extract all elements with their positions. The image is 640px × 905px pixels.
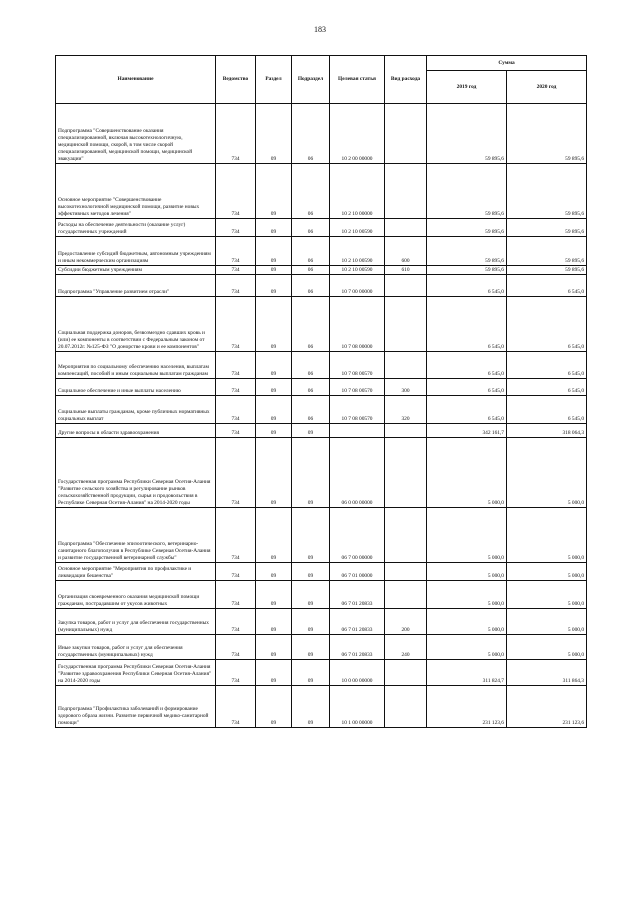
cell-sum-2019: 59 895,6 xyxy=(427,104,507,164)
cell-sum-2020: 59 895,6 xyxy=(507,219,587,237)
cell-sum-2019: 342 161,7 xyxy=(427,424,507,438)
cell-sum-2019: 5 000,0 xyxy=(427,609,507,635)
cell-sum-2019: 59 895,6 xyxy=(427,237,507,266)
cell-subsection: 09 xyxy=(292,581,330,609)
cell-subsection: 06 xyxy=(292,379,330,396)
cell-expense-type xyxy=(385,660,427,686)
table-row xyxy=(56,164,587,219)
cell-name: Подпрограмма "Обеспечение эпизоотического, ветеринарно-санитарного благополучия в Республике Северная Осетия-Алания и развитие государственной ветеринарной службы" xyxy=(56,508,216,563)
cell-sum-2019: 59 895,6 xyxy=(427,164,507,219)
cell-subsection: 09 xyxy=(292,563,330,581)
cell-sum-2020: 6 545,0 xyxy=(507,379,587,396)
cell-expense-type xyxy=(385,219,427,237)
cell-target-article: 06 7 01 20833 xyxy=(330,581,385,609)
cell-ministry: 734 xyxy=(216,266,256,275)
cell-section: 09 xyxy=(256,424,292,438)
cell-section: 09 xyxy=(256,266,292,275)
cell-ministry: 734 xyxy=(216,275,256,297)
cell-section: 09 xyxy=(256,635,292,660)
cell-name: Основное мероприятие "Мероприятия по профилактике и ликвидации бешенства" xyxy=(56,563,216,581)
cell-sum-2020: 6 545,0 xyxy=(507,275,587,297)
cell-sum-2020: 5 000,0 xyxy=(507,508,587,563)
cell-expense-type: 600 xyxy=(385,237,427,266)
cell-target-article: 06 7 01 20833 xyxy=(330,609,385,635)
cell-sum-2019: 6 545,0 xyxy=(427,379,507,396)
cell-sum-2020: 5 000,0 xyxy=(507,581,587,609)
col-header-section: Раздел xyxy=(256,56,292,104)
table-row xyxy=(56,266,587,275)
cell-section: 09 xyxy=(256,438,292,508)
cell-sum-2020: 6 545,0 xyxy=(507,297,587,352)
table-row xyxy=(56,438,587,508)
cell-sum-2019: 6 545,0 xyxy=(427,297,507,352)
cell-subsection: 06 xyxy=(292,396,330,424)
cell-subsection: 06 xyxy=(292,219,330,237)
cell-section: 09 xyxy=(256,379,292,396)
cell-ministry: 734 xyxy=(216,352,256,379)
cell-sum-2019: 5 000,0 xyxy=(427,635,507,660)
cell-section: 09 xyxy=(256,237,292,266)
table-row xyxy=(56,297,587,352)
cell-subsection: 06 xyxy=(292,352,330,379)
cell-target-article: 10 2 10 00590 xyxy=(330,219,385,237)
cell-ministry: 734 xyxy=(216,660,256,686)
table-row xyxy=(56,104,587,164)
cell-subsection: 06 xyxy=(292,164,330,219)
cell-expense-type xyxy=(385,297,427,352)
cell-target-article: 06 7 01 00000 xyxy=(330,563,385,581)
cell-name: Социальные выплаты гражданам, кроме публичных нормативных социальных выплат xyxy=(56,396,216,424)
cell-subsection: 09 xyxy=(292,438,330,508)
cell-expense-type xyxy=(385,104,427,164)
cell-subsection: 09 xyxy=(292,686,330,728)
cell-target-article: 10 7 08 00570 xyxy=(330,379,385,396)
cell-sum-2020: 5 000,0 xyxy=(507,609,587,635)
page-number: 183 xyxy=(314,25,326,34)
cell-subsection: 09 xyxy=(292,609,330,635)
cell-name: Государственная программа Республики Северная Осетия-Алания "Развитие здравоохранения Республики Северная Осетия-Алания" на 2014-2020 годы xyxy=(56,660,216,686)
cell-expense-type xyxy=(385,563,427,581)
col-header-ministry: Ведомство xyxy=(216,56,256,104)
cell-name: Основное мероприятие "Совершенствование высокотехнологичной медицинской помощи, развитие новых эффективных методов лечения" xyxy=(56,164,216,219)
cell-target-article: 10 2 10 00590 xyxy=(330,237,385,266)
cell-sum-2019: 5 000,0 xyxy=(427,438,507,508)
cell-sum-2020: 231 123,6 xyxy=(507,686,587,728)
cell-ministry: 734 xyxy=(216,379,256,396)
cell-sum-2020: 59 895,6 xyxy=(507,104,587,164)
cell-sum-2019: 6 545,0 xyxy=(427,396,507,424)
cell-name: Государственная программа Республики Северная Осетия-Алания "Развитие сельского хозяйства и регулирование рынков сельскохозяйственной продукции, сырья и продовольствия в Республике Северная Осетия-Алания" на 2014-2020 годы xyxy=(56,438,216,508)
cell-target-article: 06 7 01 20833 xyxy=(330,635,385,660)
cell-name: Организация своевременного оказания медицинской помощи гражданам, пострадавшим от укусов животных xyxy=(56,581,216,609)
cell-name: Социальное обеспечение и иные выплаты населению xyxy=(56,379,216,396)
cell-ministry: 734 xyxy=(216,609,256,635)
cell-expense-type: 200 xyxy=(385,609,427,635)
cell-section: 09 xyxy=(256,219,292,237)
cell-sum-2020: 311 864,3 xyxy=(507,660,587,686)
cell-sum-2020: 59 895,6 xyxy=(507,164,587,219)
cell-subsection: 06 xyxy=(292,266,330,275)
cell-subsection: 09 xyxy=(292,424,330,438)
table-row xyxy=(56,237,587,266)
cell-ministry: 734 xyxy=(216,297,256,352)
cell-target-article: 06 7 00 00000 xyxy=(330,508,385,563)
cell-expense-type xyxy=(385,275,427,297)
cell-name: Другие вопросы в области здравоохранения xyxy=(56,424,216,438)
cell-section: 09 xyxy=(256,581,292,609)
cell-name: Закупка товаров, работ и услуг для обеспечения государственных (муниципальных) нужд xyxy=(56,609,216,635)
col-header-name: Наименование xyxy=(56,56,216,104)
cell-expense-type: 610 xyxy=(385,266,427,275)
table-row xyxy=(56,508,587,563)
cell-target-article: 10 2 10 00590 xyxy=(330,266,385,275)
cell-target-article: 10 1 00 00000 xyxy=(330,686,385,728)
cell-target-article: 06 0 00 00000 xyxy=(330,438,385,508)
cell-name: Подпрограмма "Профилактика заболеваний и формирование здорового образа жизни. Развитие первичной медико-санитарной помощи" xyxy=(56,686,216,728)
cell-target-article: 10 7 08 00570 xyxy=(330,352,385,379)
cell-subsection: 09 xyxy=(292,635,330,660)
cell-ministry: 734 xyxy=(216,563,256,581)
cell-sum-2020: 5 000,0 xyxy=(507,438,587,508)
table-row xyxy=(56,379,587,396)
table-row xyxy=(56,424,587,438)
cell-sum-2020: 318 064,3 xyxy=(507,424,587,438)
cell-section: 09 xyxy=(256,275,292,297)
cell-section: 09 xyxy=(256,609,292,635)
col-header-sum: Сумма xyxy=(427,56,587,71)
cell-section: 09 xyxy=(256,396,292,424)
cell-ministry: 734 xyxy=(216,635,256,660)
cell-sum-2020: 5 000,0 xyxy=(507,635,587,660)
cell-target-article: 10 2 00 00000 xyxy=(330,104,385,164)
cell-name: Мероприятия по социальному обеспечению населения, выплатам компенсаций, пособий и иным социальным выплатам гражданам xyxy=(56,352,216,379)
cell-section: 09 xyxy=(256,352,292,379)
cell-subsection: 06 xyxy=(292,104,330,164)
cell-sum-2019: 5 000,0 xyxy=(427,581,507,609)
cell-expense-type: 240 xyxy=(385,635,427,660)
table-row xyxy=(56,275,587,297)
cell-section: 09 xyxy=(256,297,292,352)
cell-sum-2020: 5 000,0 xyxy=(507,563,587,581)
cell-subsection: 06 xyxy=(292,297,330,352)
cell-name: Расходы на обеспечение деятельности (оказание услуг) государственных учреждений xyxy=(56,219,216,237)
col-header-expense-type: Вид расхода xyxy=(385,56,427,104)
cell-sum-2019: 59 895,6 xyxy=(427,219,507,237)
cell-expense-type xyxy=(385,581,427,609)
cell-sum-2019: 5 000,0 xyxy=(427,508,507,563)
table-row xyxy=(56,686,587,728)
cell-expense-type xyxy=(385,508,427,563)
cell-sum-2020: 6 545,0 xyxy=(507,396,587,424)
cell-expense-type xyxy=(385,352,427,379)
cell-ministry: 734 xyxy=(216,438,256,508)
cell-target-article xyxy=(330,424,385,438)
cell-subsection: 09 xyxy=(292,508,330,563)
cell-ministry: 734 xyxy=(216,164,256,219)
table-row xyxy=(56,352,587,379)
cell-section: 09 xyxy=(256,104,292,164)
cell-ministry: 734 xyxy=(216,424,256,438)
table-row xyxy=(56,660,587,686)
col-header-2019: 2019 год xyxy=(427,71,507,104)
cell-target-article: 10 0 00 00000 xyxy=(330,660,385,686)
cell-name: Социальная поддержка доноров, безвозмездно сдавших кровь и (или) ее компоненты в соответствии с Федеральным законом от 20.07.2012г. №125-ФЗ "О донорстве крови и ее компонентов" xyxy=(56,297,216,352)
cell-sum-2019: 311 824,7 xyxy=(427,660,507,686)
cell-subsection: 09 xyxy=(292,660,330,686)
cell-ministry: 734 xyxy=(216,686,256,728)
table-row xyxy=(56,609,587,635)
table-row xyxy=(56,396,587,424)
cell-subsection: 06 xyxy=(292,237,330,266)
table-row xyxy=(56,635,587,660)
cell-expense-type: 320 xyxy=(385,396,427,424)
cell-subsection: 06 xyxy=(292,275,330,297)
cell-expense-type xyxy=(385,438,427,508)
cell-sum-2019: 5 000,0 xyxy=(427,563,507,581)
col-header-target-article: Целевая статья xyxy=(330,56,385,104)
cell-target-article: 10 7 08 00000 xyxy=(330,297,385,352)
cell-target-article: 10 2 10 00000 xyxy=(330,164,385,219)
cell-sum-2020: 59 895,6 xyxy=(507,266,587,275)
cell-ministry: 734 xyxy=(216,237,256,266)
cell-sum-2019: 6 545,0 xyxy=(427,275,507,297)
cell-name: Предоставление субсидий бюджетным, автономным учреждениям и иным некоммерческим организациям xyxy=(56,237,216,266)
cell-sum-2020: 59 895,6 xyxy=(507,237,587,266)
cell-expense-type: 300 xyxy=(385,379,427,396)
cell-section: 09 xyxy=(256,563,292,581)
cell-ministry: 734 xyxy=(216,219,256,237)
cell-expense-type xyxy=(385,424,427,438)
cell-ministry: 734 xyxy=(216,104,256,164)
cell-name: Подпрограмма "Управление развитием отрасли" xyxy=(56,275,216,297)
cell-ministry: 734 xyxy=(216,508,256,563)
cell-ministry: 734 xyxy=(216,396,256,424)
cell-name: Субсидии бюджетным учреждениям xyxy=(56,266,216,275)
cell-target-article: 10 7 08 00570 xyxy=(330,396,385,424)
cell-section: 09 xyxy=(256,660,292,686)
col-header-2020: 2020 год xyxy=(507,71,587,104)
table-row xyxy=(56,581,587,609)
cell-expense-type xyxy=(385,686,427,728)
col-header-subsection: Подраздел xyxy=(292,56,330,104)
table-row xyxy=(56,563,587,581)
cell-ministry: 734 xyxy=(216,581,256,609)
table-row xyxy=(56,219,587,237)
cell-section: 09 xyxy=(256,164,292,219)
cell-sum-2019: 59 895,6 xyxy=(427,266,507,275)
cell-sum-2020: 6 545,0 xyxy=(507,352,587,379)
cell-expense-type xyxy=(385,164,427,219)
cell-sum-2019: 6 545,0 xyxy=(427,352,507,379)
cell-section: 09 xyxy=(256,686,292,728)
cell-name: Иные закупки товаров, работ и услуг для обеспечения государственных (муниципальных) нужд xyxy=(56,635,216,660)
budget-table xyxy=(55,55,587,728)
cell-section: 09 xyxy=(256,508,292,563)
cell-name: Подпрограмма "Совершенствование оказания специализированной, включая высокотехнологичную, медицинской помощи, скорой, в том числе скорой специализированной, медицинской помощи, медицинской эвакуации" xyxy=(56,104,216,164)
cell-target-article: 10 7 00 00000 xyxy=(330,275,385,297)
cell-sum-2019: 231 123,6 xyxy=(427,686,507,728)
